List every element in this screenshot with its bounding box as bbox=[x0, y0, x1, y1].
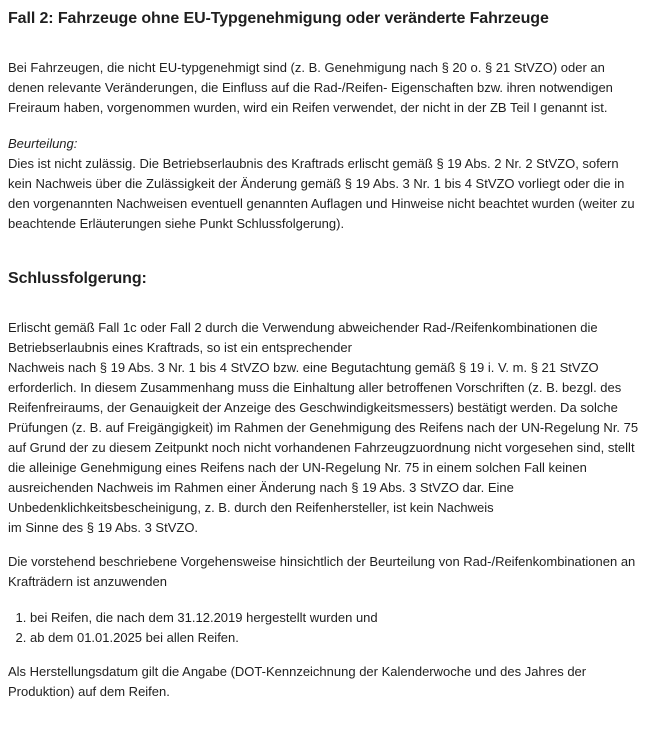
manufacturing-date-paragraph: Als Herstellungsdatum gilt die Angabe (DOT-Kennzeichnung der Kalenderwoche und des Jahres der Produktion) auf dem Reifen. bbox=[8, 664, 587, 699]
evaluation-label: Beurteilung: bbox=[8, 136, 78, 151]
application-list bbox=[8, 608, 641, 648]
section-heading-conclusion: Schlussfolgerung: bbox=[8, 270, 147, 287]
section-heading-fall-2: Fall 2: Fahrzeuge ohne EU-Typgenehmigung oder veränderte Fahrzeuge bbox=[8, 10, 549, 27]
list-item: 2. ab dem 01.01.2025 bei allen Reifen. bbox=[30, 628, 641, 648]
fall-2-description: Bei Fahrzeugen, die nicht EU-typgenehmigt sind (z. B. Genehmigung nach § 20 o. § 21 StVZO) oder an denen relevante Veränderungen, die Einfluss auf die Rad-/Reifen- Eigenschaften bzw. ihren notwendigen Freiraum haben, vorgenommen wurden, wird ein Reifen verwendet, der nicht in der ZB Teil I genannt ist. bbox=[8, 60, 613, 115]
evaluation-text: Dies ist nicht zulässig. Die Betriebserlaubnis des Kraftrads erlischt gemäß § 19 Abs. 2 Nr. 2 StVZO, sofern kein Nachweis über die Zulässigkeit der Änderung gemäß § 19 Abs. 3 Nr. 1 bis 4 StVZO vorliegt oder die in den vorgenannten Nachweisen eventuell genannten Auflagen und Hinweise nicht beachtet wurden (weiter zu beachtende Erläuterungen siehe Punkt Schlussfolgerung). bbox=[8, 156, 635, 231]
list-item: 1. bei Reifen, die nach dem 31.12.2019 hergestellt wurden und bbox=[30, 608, 641, 628]
conclusion-paragraph: Erlischt gemäß Fall 1c oder Fall 2 durch die Verwendung abweichender Rad-/Reifenkombinationen die Betriebserlaubnis eines Kraftrads, so ist ein entsprechender Nachweis nach § 19 Abs. 3 Nr. 1 bis 4 StVZO bzw. eine Begutachtung gemäß § 19 i. V. m. § 21 StVZO erforderlich. In diesem Zusammenhang muss die Einhaltung aller betroffenen Vorschriften (z. B. bezgl. des Reifenfreiraums, der Genauigkeit der Anzeige des Geschwindigkeitsmessers) bestätigt werden. Da solche Prüfungen (z. B. auf Freigängigkeit) im Rahmen der Genehmigung des Reifens nach der UN-Regelung Nr. 75 auf Grund der zu diesem Zeitpunkt noch nicht vorhandenen Fahrzeugzuordnung nicht vorgesehen sind, stellt die alleinige Genehmigung eines Reifens nach der UN-Regelung Nr. 75 in einem solchen Fall keinen ausreichenden Nachweis im Rahmen einer Änderung nach § 19 Abs. 3 StVZO dar. Eine Unbedenklichkeitsbescheinigung, z. B. durch den Reifenhersteller, ist kein Nachweis im Sinne des § 19 Abs. 3 StVZO. bbox=[8, 320, 639, 535]
procedure-paragraph: Die vorstehend beschriebene Vorgehensweise hinsichtlich der Beurteilung von Rad-/Reifenkombinationen an Krafträdern ist anzuwenden bbox=[8, 554, 636, 589]
